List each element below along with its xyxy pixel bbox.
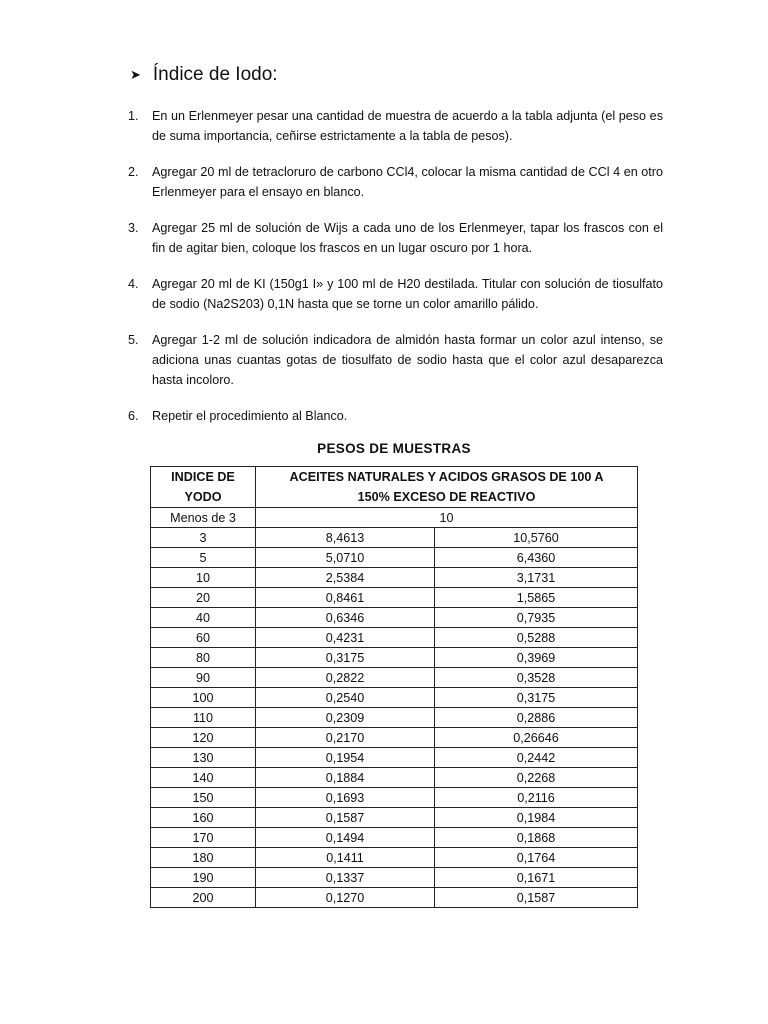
table-row	[151, 568, 638, 588]
table-row	[151, 748, 638, 768]
weight-cell-natural: 0,1884	[256, 768, 435, 788]
table-row	[151, 508, 638, 528]
table-row	[151, 588, 638, 608]
step-number: 6.	[128, 409, 139, 423]
step-number: 3.	[128, 221, 139, 235]
step-number: 4.	[128, 277, 139, 291]
weight-cell-natural: 0,3175	[256, 648, 435, 668]
table-row	[151, 808, 638, 828]
header-cell-oils: ACEITES NATURALES Y ACIDOS GRASOS DE 100 A 150% EXCESO DE REACTIVO	[256, 467, 638, 508]
weight-cell-natural: 0,1693	[256, 788, 435, 808]
weight-cell-excess: 0,1671	[435, 868, 638, 888]
weight-cell-natural: 8,4613	[256, 528, 435, 548]
table-row	[151, 768, 638, 788]
index-cell: 190	[151, 868, 256, 888]
index-cell: 100	[151, 688, 256, 708]
header-cell-index: INDICE DE YODO	[151, 467, 256, 508]
step-item	[128, 406, 663, 426]
weight-cell-excess: 0,1764	[435, 848, 638, 868]
weight-cell-excess: 6,4360	[435, 548, 638, 568]
step-item	[128, 330, 663, 390]
index-cell: 160	[151, 808, 256, 828]
weight-cell-natural: 0,1494	[256, 828, 435, 848]
index-cell: 80	[151, 648, 256, 668]
step-text: Agregar 20 ml de tetracloruro de carbono CCl4, colocar la misma cantidad de CCl 4 en otro Erlenmeyer para el ensayo en blanco.	[152, 165, 663, 199]
weight-cell-natural: 2,5384	[256, 568, 435, 588]
weight-cell-excess: 0,2886	[435, 708, 638, 728]
index-cell: 90	[151, 668, 256, 688]
weight-cell-natural: 0,8461	[256, 588, 435, 608]
weight-cell-natural: 0,1587	[256, 808, 435, 828]
step-number: 5.	[128, 333, 139, 347]
weight-cell-excess: 0,3175	[435, 688, 638, 708]
index-cell: 150	[151, 788, 256, 808]
weight-cell-natural: 0,2309	[256, 708, 435, 728]
table-row	[151, 888, 638, 908]
table-row	[151, 668, 638, 688]
table-header-row	[151, 467, 638, 508]
weight-cell-natural: 0,2540	[256, 688, 435, 708]
weight-cell: 10	[256, 508, 638, 528]
weight-cell-excess: 0,2116	[435, 788, 638, 808]
index-cell: 110	[151, 708, 256, 728]
table-row	[151, 788, 638, 808]
index-cell: Menos de 3	[151, 508, 256, 528]
table-row	[151, 608, 638, 628]
index-cell: 20	[151, 588, 256, 608]
table-row	[151, 728, 638, 748]
step-text: Agregar 1-2 ml de solución indicadora de almidón hasta formar un color azul intenso, se adiciona unas cuantas gotas de tiosulfato de sodio hasta que el color azul desaparezca hasta incoloro.	[152, 333, 663, 387]
index-cell: 130	[151, 748, 256, 768]
table-row	[151, 868, 638, 888]
weight-cell-excess: 0,2268	[435, 768, 638, 788]
index-cell: 170	[151, 828, 256, 848]
table-title: PESOS DE MUESTRAS	[317, 441, 471, 456]
weight-cell-natural: 0,1270	[256, 888, 435, 908]
weight-cell-natural: 5,0710	[256, 548, 435, 568]
weight-cell-excess: 0,3528	[435, 668, 638, 688]
step-item	[128, 106, 663, 146]
weight-cell-excess: 0,2442	[435, 748, 638, 768]
index-cell: 180	[151, 848, 256, 868]
weight-cell-excess: 0,7935	[435, 608, 638, 628]
step-item	[128, 274, 663, 314]
step-text: Agregar 25 ml de solución de Wijs a cada uno de los Erlenmeyer, tapar los frascos con el fin de agitar bien, coloque los frascos en un lugar oscuro por 1 hora.	[152, 221, 663, 255]
step-item	[128, 162, 663, 202]
index-cell: 3	[151, 528, 256, 548]
weight-cell-excess: 0,5288	[435, 628, 638, 648]
section-heading	[130, 64, 278, 86]
section-title: Índice de Iodo:	[152, 64, 278, 85]
index-cell: 120	[151, 728, 256, 748]
table-row	[151, 708, 638, 728]
table-row	[151, 648, 638, 668]
weight-cell-excess: 10,5760	[435, 528, 638, 548]
table-row	[151, 628, 638, 648]
weight-cell-excess: 0,1868	[435, 828, 638, 848]
weight-cell-excess: 0,1587	[435, 888, 638, 908]
step-text: Repetir el procedimiento al Blanco.	[152, 409, 348, 423]
weight-cell-excess: 0,1984	[435, 808, 638, 828]
weight-cell-natural: 0,2170	[256, 728, 435, 748]
weight-cell-natural: 0,4231	[256, 628, 435, 648]
table-row	[151, 688, 638, 708]
table-row	[151, 828, 638, 848]
weight-cell-natural: 0,1337	[256, 868, 435, 888]
step-text: En un Erlenmeyer pesar una cantidad de muestra de acuerdo a la tabla adjunta (el peso es de suma importancia, ceñirse estrictamente a la tabla de pesos).	[152, 109, 663, 143]
step-item	[128, 218, 663, 258]
index-cell: 140	[151, 768, 256, 788]
sample-weights-table	[150, 466, 638, 908]
index-cell: 5	[151, 548, 256, 568]
table-row	[151, 528, 638, 548]
weight-cell-natural: 0,6346	[256, 608, 435, 628]
step-number: 2.	[128, 165, 139, 179]
procedure-steps	[128, 106, 663, 442]
index-cell: 200	[151, 888, 256, 908]
weight-cell-natural: 0,1954	[256, 748, 435, 768]
weight-cell-excess: 1,5865	[435, 588, 638, 608]
weight-cell-natural: 0,1411	[256, 848, 435, 868]
index-cell: 10	[151, 568, 256, 588]
arrow-bullet-icon: ➤	[130, 67, 141, 82]
index-cell: 40	[151, 608, 256, 628]
table-row	[151, 548, 638, 568]
step-text: Agregar 20 ml de KI (150g1 I» y 100 ml de H20 destilada. Titular con solución de tiosulfato de sodio (Na2S203) 0,1N hasta que se torne un color amarillo pálido.	[152, 277, 663, 311]
weight-cell-excess: 3,1731	[435, 568, 638, 588]
weight-cell-excess: 0,3969	[435, 648, 638, 668]
table-row	[151, 848, 638, 868]
weight-cell-excess: 0,26646	[435, 728, 638, 748]
weight-cell-natural: 0,2822	[256, 668, 435, 688]
index-cell: 60	[151, 628, 256, 648]
step-number: 1.	[128, 109, 139, 123]
